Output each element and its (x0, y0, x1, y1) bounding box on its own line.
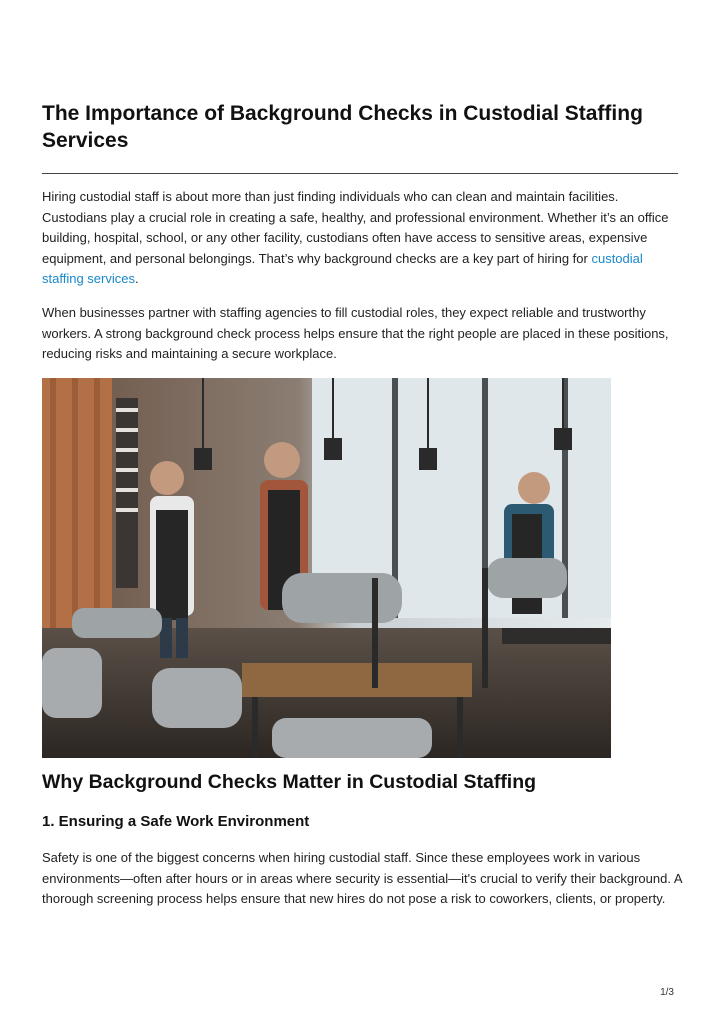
custodial-staffing-services-link[interactable]: custodial staffing services (42, 250, 643, 286)
partner-paragraph: When businesses partner with staffing agencies to fill custodial roles, they expect reliable and trustworthy workers. A strong background check process helps ensure that the right people are placed in these positions, reducing risks and maintaining a secure workplace. (42, 305, 669, 361)
safety-paragraph: Safety is one of the biggest concerns when hiring custodial staff. Since these employees work in various environments—often after hours or in areas where security is essential—it's crucial to verify their background. A thorough screening process helps ensure that new hires do not pose a risk to coworkers, clients, or property. (42, 850, 682, 906)
page-title: The Importance of Background Checks in Custodial Staffing Services (42, 102, 643, 152)
intro-text: Hiring custodial staff is about more than just finding individuals who can clean and maintain facilities. Custodians play a crucial role in creating a safe, healthy, and professional environment. Whether it’s an office building, hospital, school, or any other facility, custodians often have access to sensitive areas, expensive equipment, and personal belongings. That’s why background checks are a key part of hiring for (42, 189, 669, 266)
intro-text-end: . (134, 271, 139, 286)
subsection-heading: 1. Ensuring a Safe Work Environment (42, 813, 310, 830)
custodians-cleaning-restaurant-photo (42, 378, 611, 758)
page-number: 1/3 (660, 987, 674, 998)
section-heading: Why Background Checks Matter in Custodial Staffing (42, 771, 537, 793)
title-divider (42, 173, 678, 174)
intro-paragraph (42, 187, 682, 290)
